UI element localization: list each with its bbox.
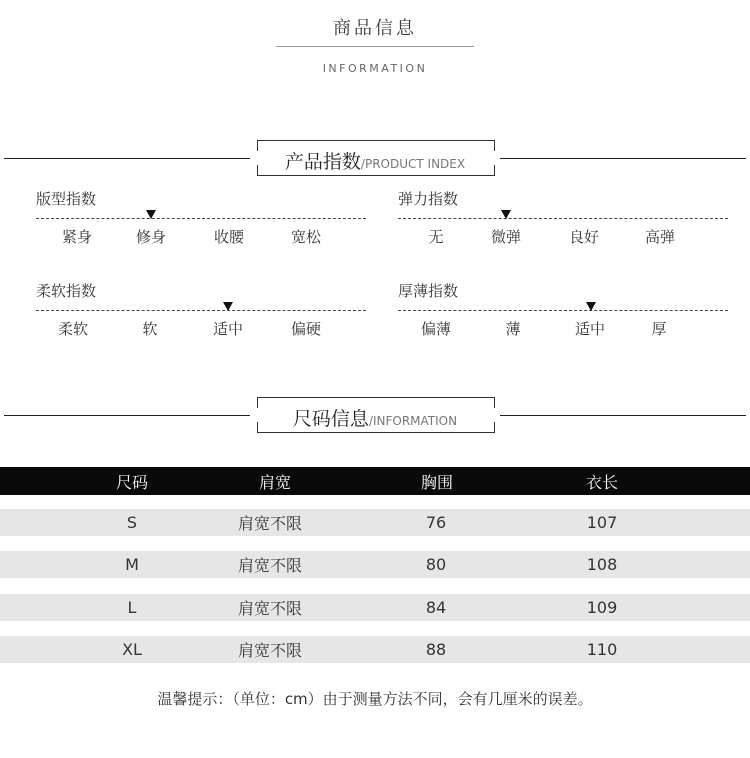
chest-cell: 84 — [425, 598, 447, 617]
elasticity-option: 无 — [428, 228, 444, 246]
page-subtitle: INFORMATION — [322, 62, 428, 75]
softness-option: 适中 — [212, 320, 243, 338]
shoulder-cell: 肩宽不限 — [237, 556, 302, 575]
fit-option: 宽松 — [290, 228, 321, 246]
thickness-option: 适中 — [574, 320, 605, 338]
softness-index-group — [36, 280, 366, 340]
chest-cell: 76 — [425, 513, 447, 532]
elasticity-option: 良好 — [568, 228, 599, 246]
chest-cell: 88 — [425, 640, 447, 659]
length-cell: 110 — [586, 640, 618, 659]
thickness-option: 偏薄 — [420, 320, 451, 338]
column-header: 尺码 — [115, 472, 148, 492]
table-row — [0, 551, 750, 578]
shoulder-cell: 肩宽不限 — [237, 599, 302, 618]
table-row — [0, 509, 750, 536]
title-underline — [276, 46, 474, 47]
shoulder-cell: 肩宽不限 — [237, 514, 302, 533]
divider-right — [500, 415, 746, 416]
length-cell: 107 — [586, 513, 618, 532]
size-info-title: 尺码信息 — [292, 408, 369, 430]
size-cell: XL — [122, 640, 142, 659]
size-cell: M — [125, 555, 139, 574]
elasticity-option: 高弹 — [644, 228, 675, 246]
fit-index-group — [36, 188, 366, 248]
measurement-note: 温馨提示：（单位：cm）由于测量方法不同，会有几厘米的误差。 — [157, 690, 593, 708]
elasticity-index-group — [398, 188, 728, 248]
shoulder-cell: 肩宽不限 — [237, 641, 302, 660]
thickness-index-title: 厚薄指数 — [398, 282, 459, 300]
column-header: 肩宽 — [258, 472, 291, 492]
page-title: 商品信息 — [333, 18, 417, 39]
fit-option: 紧身 — [61, 228, 92, 246]
size-cell: S — [126, 513, 138, 532]
size-info-heading — [0, 397, 750, 437]
divider-left — [4, 415, 250, 416]
heading-frame — [257, 140, 493, 176]
softness-index-title: 柔软指数 — [36, 282, 97, 300]
column-header: 胸围 — [420, 472, 453, 492]
length-cell: 108 — [586, 555, 618, 574]
table-header — [0, 467, 750, 495]
selected-marker-icon — [223, 302, 233, 311]
table-row — [0, 594, 750, 621]
softness-option: 柔软 — [57, 320, 88, 338]
fit-option: 收腰 — [213, 228, 244, 246]
fit-option: 修身 — [135, 228, 166, 246]
softness-option: 偏硬 — [290, 320, 321, 338]
elasticity-index-title: 弹力指数 — [398, 190, 459, 208]
selected-marker-icon — [501, 210, 511, 219]
scale-line — [398, 310, 728, 311]
thickness-option: 厚 — [651, 320, 667, 338]
length-cell: 109 — [586, 598, 618, 617]
elasticity-option: 微弹 — [490, 228, 521, 246]
divider-left — [4, 158, 250, 159]
column-header: 衣长 — [585, 472, 618, 492]
selected-marker-icon — [586, 302, 596, 311]
scale-line — [398, 218, 728, 219]
softness-option: 软 — [142, 320, 158, 338]
thickness-option: 薄 — [505, 320, 521, 338]
chest-cell: 80 — [425, 555, 447, 574]
heading-frame — [257, 397, 493, 433]
scale-line — [36, 218, 366, 219]
fit-index-title: 版型指数 — [36, 190, 97, 208]
product-index-title-en: /PRODUCT INDEX — [360, 157, 466, 171]
product-index-title: 产品指数 — [284, 151, 361, 173]
selected-marker-icon — [146, 210, 156, 219]
divider-right — [500, 158, 746, 159]
product-index-heading — [0, 140, 750, 180]
size-info-title-en: /INFORMATION — [368, 414, 458, 428]
table-row — [0, 636, 750, 663]
scale-line — [36, 310, 366, 311]
size-cell: L — [127, 598, 137, 617]
thickness-index-group — [398, 280, 728, 340]
